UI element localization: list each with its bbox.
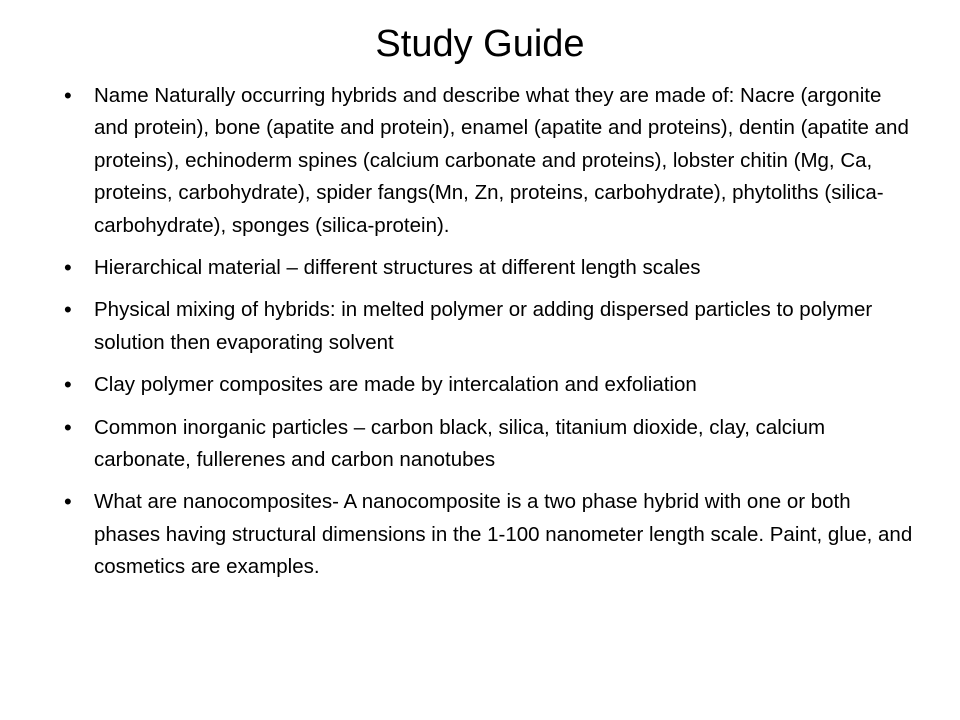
bullet-text: Hierarchical material – different structures at different length scales <box>94 256 701 280</box>
bullet-icon: • <box>64 297 72 323</box>
bullet-item <box>64 294 916 359</box>
bullet-item <box>64 80 916 242</box>
bullet-text: Name Naturally occurring hybrids and describe what they are made of: Nacre (argonite and protein), bone (apatite and protein), enamel (apatite and proteins), dentin (apatite and proteins), echinoderm spines (calcium carbonate and proteins), lobster chitin (Mg, Ca, proteins, carbohydrate), spider fangs(Mn, Zn, proteins, carbohydrate), phytoliths (silica-carbohydrate), sponges (silica-protein). <box>94 84 909 237</box>
bullet-text: Common inorganic particles – carbon black, silica, titanium dioxide, clay, calcium carbonate, fullerenes and carbon nanotubes <box>94 415 826 472</box>
bullet-text: What are nanocomposites- A nanocomposite is a two phase hybrid with one or both phases having structural dimensions in the 1-100 nanometer length scale. Paint, glue, and cosmetics are examples. <box>94 490 913 579</box>
bullet-item <box>64 486 916 583</box>
bullet-list <box>64 80 916 594</box>
bullet-text: Clay polymer composites are made by intercalation and exfoliation <box>94 373 697 397</box>
bullet-icon: • <box>64 83 72 108</box>
bullet-icon: • <box>64 414 72 440</box>
bullet-icon: • <box>64 489 72 515</box>
bullet-icon: • <box>64 255 72 281</box>
bullet-text: Physical mixing of hybrids: in melted polymer or adding dispersed particles to polymer solution then evaporating solvent <box>94 298 873 354</box>
bullet-item <box>64 252 916 284</box>
bullet-item <box>64 412 916 477</box>
slide-title: Study Guide <box>375 23 585 65</box>
bullet-icon: • <box>64 372 72 398</box>
bullet-item <box>64 369 916 401</box>
